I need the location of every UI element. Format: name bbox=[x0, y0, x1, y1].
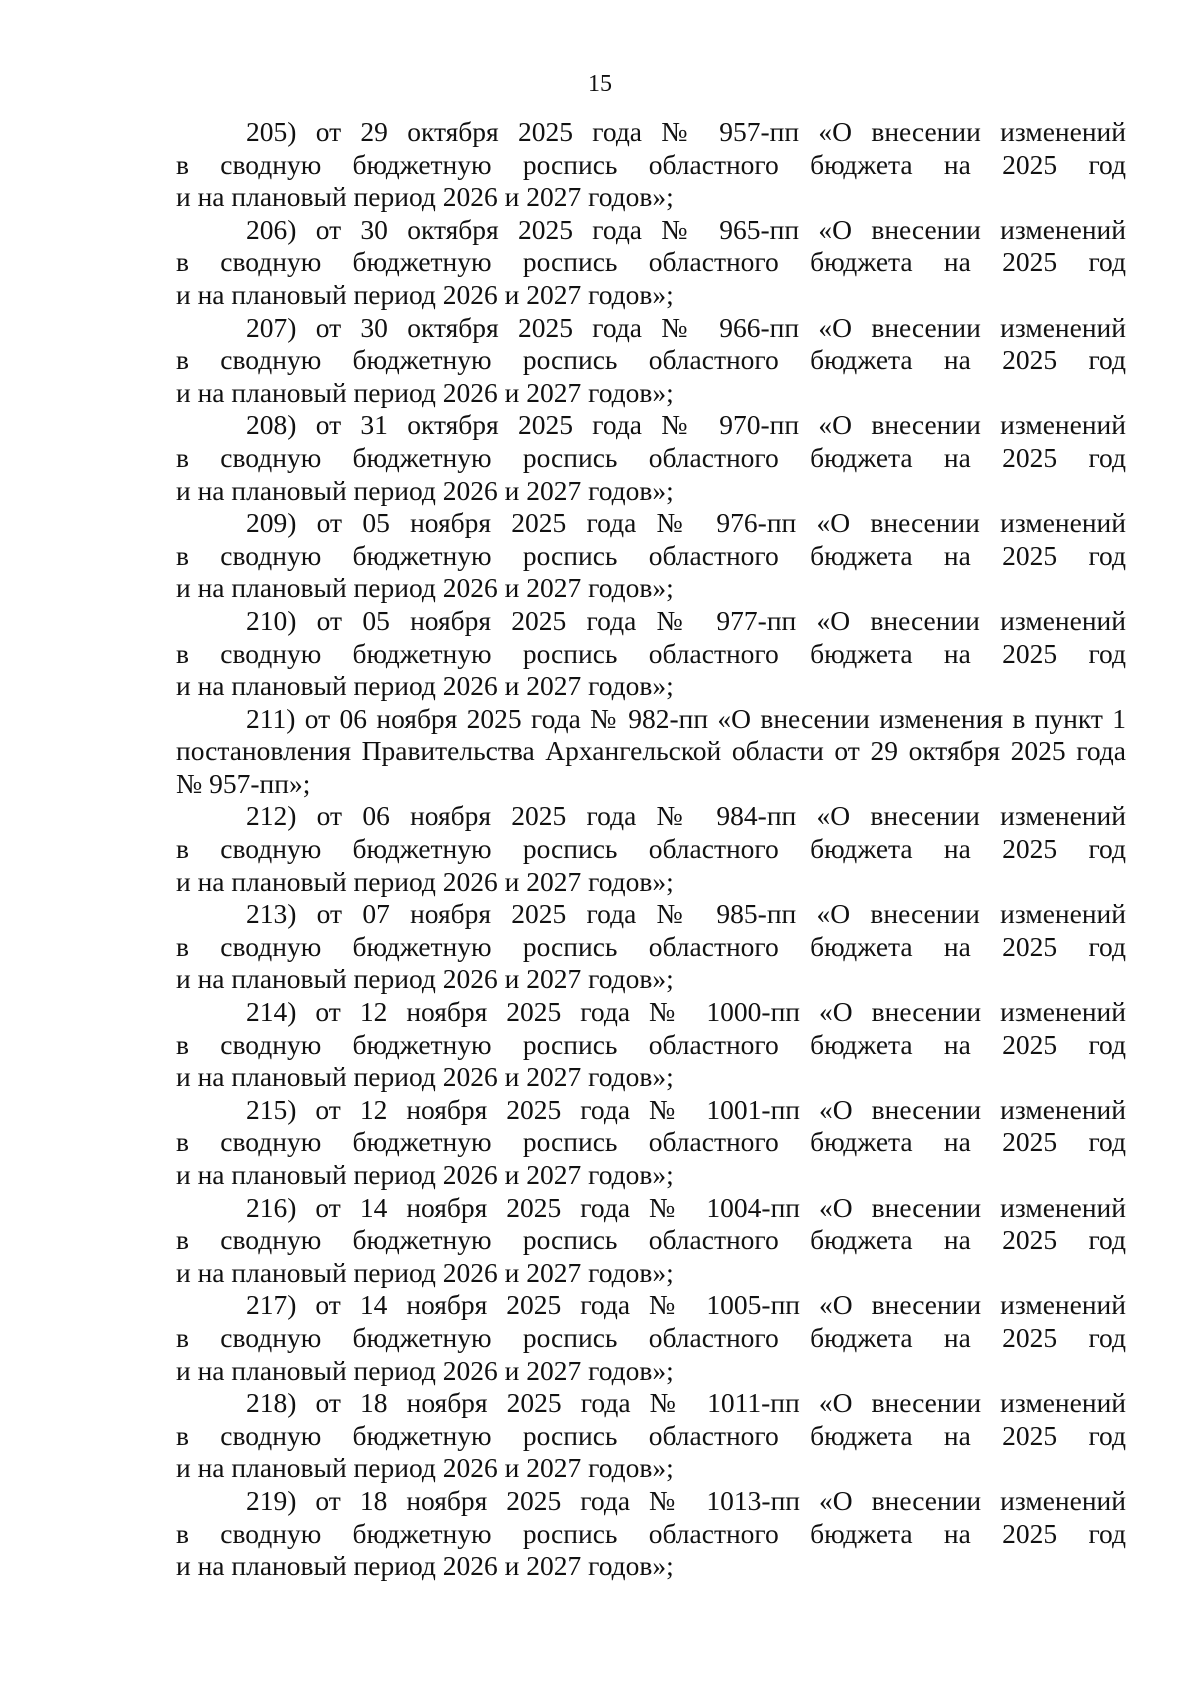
list-item-line: в сводную бюджетную роспись областного бюджета на 2025 год bbox=[176, 833, 1126, 865]
list-item-line: в сводную бюджетную роспись областного бюджета на 2025 год bbox=[176, 930, 1126, 962]
page-number: 15 bbox=[588, 71, 612, 97]
list-item-line: 211) от 06 ноября 2025 года № 982-пп «О внесении изменения в пункт 1 bbox=[246, 702, 1126, 734]
list-item-line: 216) от 14 ноября 2025 года № 1004-пп «О внесении изменений bbox=[246, 1191, 1126, 1223]
list-item-line: и на плановый период 2026 и 2027 годов»; bbox=[176, 963, 674, 995]
list-item-line: 207) от 30 октября 2025 года № 966-пп «О внесении изменений bbox=[246, 311, 1126, 343]
list-item bbox=[176, 1094, 1126, 1192]
list-item-line: в сводную бюджетную роспись областного бюджета на 2025 год bbox=[176, 1517, 1126, 1549]
list-item-line: и на плановый период 2026 и 2027 годов»; bbox=[176, 181, 674, 213]
list-item-line: в сводную бюджетную роспись областного бюджета на 2025 год bbox=[176, 1224, 1126, 1256]
list-item-line: в сводную бюджетную роспись областного бюджета на 2025 год bbox=[176, 637, 1126, 669]
list-item-line: и на плановый период 2026 и 2027 годов»; bbox=[176, 670, 674, 702]
list-item bbox=[176, 1387, 1126, 1485]
list-item-line: в сводную бюджетную роспись областного бюджета на 2025 год bbox=[176, 1419, 1126, 1451]
list-item bbox=[176, 1485, 1126, 1583]
list-item-line: 212) от 06 ноября 2025 года № 984-пп «О внесении изменений bbox=[246, 800, 1126, 832]
list-item-line: 217) от 14 ноября 2025 года № 1005-пп «О внесении изменений bbox=[246, 1289, 1126, 1321]
list-item-line: в сводную бюджетную роспись областного бюджета на 2025 год bbox=[176, 539, 1126, 571]
document-body bbox=[176, 116, 1126, 1583]
list-item bbox=[176, 703, 1126, 801]
list-item-line: и на плановый период 2026 и 2027 годов»; bbox=[176, 865, 674, 897]
list-item-line: в сводную бюджетную роспись областного бюджета на 2025 год bbox=[176, 441, 1126, 473]
list-item-line: в сводную бюджетную роспись областного бюджета на 2025 год bbox=[176, 1126, 1126, 1158]
list-item-line: и на плановый период 2026 и 2027 годов»; bbox=[176, 1550, 674, 1582]
list-item-line: и на плановый период 2026 и 2027 годов»; bbox=[176, 1159, 674, 1190]
list-item bbox=[176, 507, 1126, 605]
list-item bbox=[176, 605, 1126, 703]
list-item bbox=[176, 214, 1126, 312]
list-item-line: постановления Правительства Архангельской области от 29 октября 2025 года bbox=[176, 735, 1126, 767]
list-item-line: и на плановый период 2026 и 2027 годов»; bbox=[176, 1256, 674, 1288]
list-item bbox=[176, 1192, 1126, 1290]
list-item-line: и на плановый период 2026 и 2027 годов»; bbox=[176, 1354, 674, 1386]
list-item-line: и на плановый период 2026 и 2027 годов»; bbox=[176, 376, 674, 408]
list-item-line: и на плановый период 2026 и 2027 годов»; bbox=[176, 1452, 674, 1484]
list-item-line: в сводную бюджетную роспись областного бюджета на 2025 год bbox=[176, 148, 1126, 180]
list-item-line: 214) от 12 ноября 2025 года № 1000-пп «О внесении изменений bbox=[246, 996, 1126, 1028]
list-item-line: в сводную бюджетную роспись областного бюджета на 2025 год bbox=[176, 1321, 1126, 1353]
list-item-line: 210) от 05 ноября 2025 года № 977-пп «О внесении изменений bbox=[246, 604, 1126, 636]
list-item bbox=[176, 898, 1126, 996]
list-item-line: и на плановый период 2026 и 2027 годов»; bbox=[176, 278, 674, 310]
list-item-line: и на плановый период 2026 и 2027 годов»; bbox=[176, 1061, 674, 1093]
list-item-line: 205) от 29 октября 2025 года № 957-пп «О внесении изменений bbox=[246, 116, 1126, 147]
list-item-line: 219) от 18 ноября 2025 года № 1013-пп «О внесении изменений bbox=[246, 1484, 1126, 1516]
list-item-line: в сводную бюджетную роспись областного бюджета на 2025 год bbox=[176, 344, 1126, 376]
list-item bbox=[176, 116, 1126, 214]
list-item bbox=[176, 312, 1126, 410]
list-item bbox=[176, 800, 1126, 898]
list-item-line: 209) от 05 ноября 2025 года № 976-пп «О внесении изменений bbox=[246, 507, 1126, 539]
list-item bbox=[176, 1289, 1126, 1387]
list-item-line: 215) от 12 ноября 2025 года № 1001-пп «О внесении изменений bbox=[246, 1093, 1126, 1125]
list-item bbox=[176, 409, 1126, 507]
list-item-line: и на плановый период 2026 и 2027 годов»; bbox=[176, 474, 674, 506]
list-item-line: 208) от 31 октября 2025 года № 970-пп «О внесении изменений bbox=[246, 409, 1126, 441]
list-item-line: в сводную бюджетную роспись областного бюджета на 2025 год bbox=[176, 1028, 1126, 1060]
list-item-line: 213) от 07 ноября 2025 года № 985-пп «О внесении изменений bbox=[246, 898, 1126, 930]
list-item-line: 206) от 30 октября 2025 года № 965-пп «О внесении изменений bbox=[246, 213, 1126, 245]
list-item bbox=[176, 996, 1126, 1094]
list-item-line: в сводную бюджетную роспись областного бюджета на 2025 год bbox=[176, 246, 1126, 278]
list-item-line: 218) от 18 ноября 2025 года № 1011-пп «О внесении изменений bbox=[246, 1387, 1126, 1419]
list-item-line: № 957-пп»; bbox=[176, 767, 311, 799]
list-item-line: и на плановый период 2026 и 2027 годов»; bbox=[176, 572, 674, 604]
